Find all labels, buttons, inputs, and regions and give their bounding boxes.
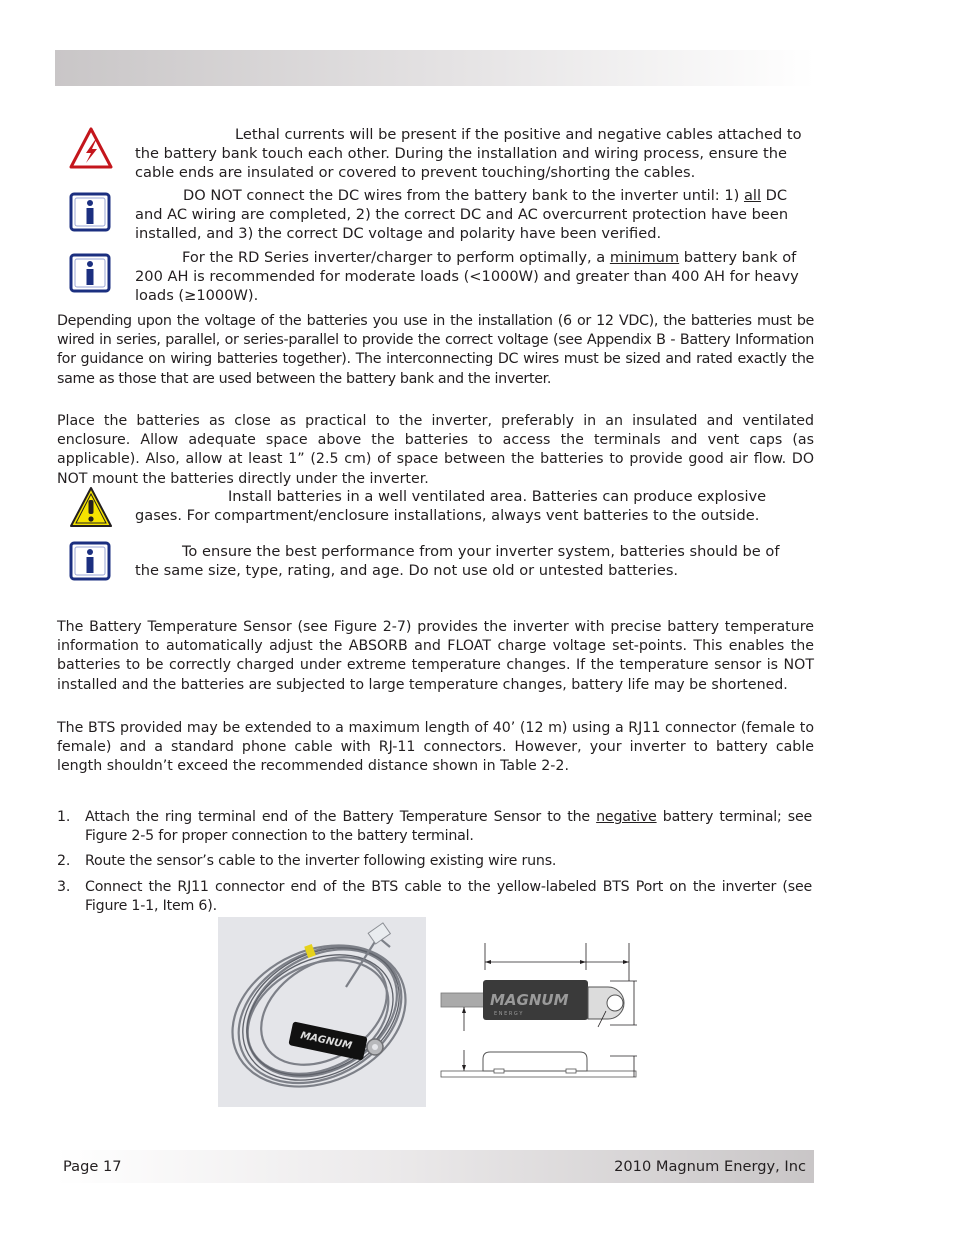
info-icon [69, 192, 111, 232]
step-text: Route the sensor’s cable to the inverter following existing wire runs. [85, 853, 557, 869]
notice-ventilation [135, 487, 807, 525]
bts-cable-photo [218, 917, 426, 1107]
caution-icon [69, 486, 113, 528]
notice-text: To ensure the best performance from your inverter system, batteries should be of the same size, type, rating, and age. Do not use old or untested batteries. [135, 543, 780, 580]
notice-dc-wiring [135, 186, 807, 244]
paragraph-bts-description: The Battery Temperature Sensor (see Figure 2-7) provides the inverter with precise battery temperature information to automatically adjust the ABSORB and FLOAT charge voltage set-points. This enables the batteries to be correctly charged under extreme temperature changes. If the temperature sensor is NOT installed and the batteries are subjected to large temperature changes, battery life may be shortened. [57, 619, 814, 693]
notice-text: Lethal currents will be present if the positive and negative cables attached to the battery bank touch each other. During the installation and wiring process, ensure the cable ends are insulated or covered to prevent touching/shorting the cables. [135, 126, 802, 182]
notice-battery-bank-size [135, 248, 807, 306]
diagram-logo-label: MAGNUM [490, 991, 569, 1009]
notice-text: battery bank of 200 AH is recommended for moderate loads (<1000W) and greater than 400 AH for heavy loads (≥1000W). [135, 249, 799, 305]
notice-text: Install batteries in a well ventilated area. Batteries can produce explosive gases. For compartment/enclosure installations, always vent batteries to the outside. [135, 488, 767, 525]
bts-logo-label: MAGNUM [299, 1030, 353, 1052]
electrical-hazard-icon [69, 127, 113, 169]
notice-text: For the RD Series inverter/charger to perform optimally, a [182, 249, 610, 266]
paragraph-bts-extension: The BTS provided may be extended to a maximum length of 40’ (12 m) using a RJ11 connector (female to female) and a standard phone cable with RJ-11 connectors. However, your inverter to battery cable length shouldn’t exceed the recommended distance shown in Table 2-2. [57, 720, 814, 775]
notice-text: DC and AC wiring are completed, 2) the correct DC and AC overcurrent protection have been installed, and 3) the correct DC voltage and polarity have been verified. [135, 187, 789, 243]
diagram-sublogo-label: E N E R G Y [494, 1011, 523, 1017]
underlined-word: all [743, 187, 762, 204]
page-footer [55, 1150, 814, 1183]
list-item [57, 808, 812, 846]
header-band [55, 50, 815, 86]
underlined-word: minimum [609, 249, 680, 266]
step-text: Connect the RJ11 connector end of the BTS cable to the yellow-labeled BTS Port on the inverter (see Figure 1-1, Item 6). [85, 879, 812, 915]
notice-electrical-hazard [135, 125, 807, 183]
copyright-text: 2010 Magnum Energy, Inc [614, 1158, 806, 1175]
step-text: battery terminal; see Figure 2-5 for proper connection to the battery terminal. [85, 809, 812, 845]
bts-dimension-diagram [438, 935, 643, 1085]
list-item [57, 852, 812, 871]
step-text: Attach the ring terminal end of the Battery Temperature Sensor to the [85, 809, 597, 825]
notice-matching-batteries [135, 542, 807, 580]
list-number: 2. [57, 853, 71, 869]
list-number: 3. [57, 879, 71, 895]
list-item [57, 878, 812, 916]
info-icon [69, 253, 111, 293]
paragraph-battery-placement: Place the batteries as close as practical to the inverter, preferably in an insulated and ventilated enclosure. Allow adequate space above the batteries to access the terminals and vent caps (as applicable). Also, allow at least 1” (2.5 cm) of space between the batteries to provide good air flow. DO NOT mount the batteries directly under the inverter. [57, 413, 814, 487]
underlined-word: negative [596, 809, 657, 825]
list-number: 1. [57, 809, 71, 825]
paragraph-battery-wiring: Depending upon the voltage of the batteries you use in the installation (6 or 12 VDC), the batteries must be wired in series, parallel, or series-parallel to provide the correct voltage (see Appendix B - Battery Information for guidance on wiring batteries together). The interconnecting DC wires must be sized and rated exactly the same as those that are used between the battery bank and the inverter. [57, 313, 814, 387]
notice-text: DO NOT connect the DC wires from the battery bank to the inverter until: 1) [183, 187, 744, 204]
page-number: Page 17 [63, 1158, 122, 1175]
info-icon [69, 541, 111, 581]
